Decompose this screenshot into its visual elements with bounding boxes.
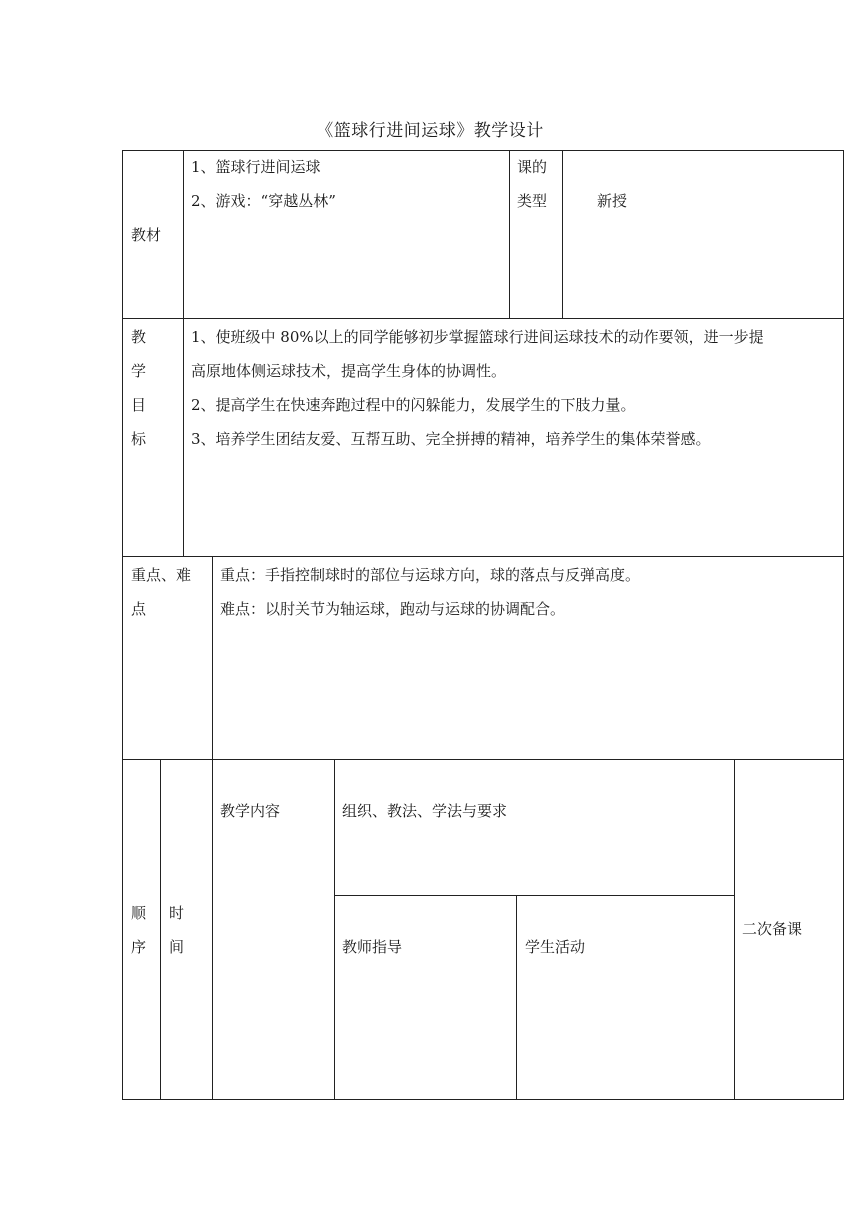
row-divider-objectives: [122, 556, 843, 557]
objectives-label-char-1: 教: [131, 328, 147, 346]
col-divider-teacher-student: [516, 895, 517, 1100]
key-point: 重点：手指控制球时的部位与运球方向，球的落点与反弹高度。: [220, 566, 641, 584]
order-header-char-1: 顺: [131, 904, 147, 922]
organization-header: 组织、教法、学法与要求: [342, 802, 508, 820]
difficulty-point: 难点：以肘关节为轴运球，跑动与运球的协调配合。: [220, 600, 566, 618]
objectives-label-char-2: 学: [131, 362, 147, 380]
col-divider-lesson-type-right: [562, 150, 563, 319]
col-divider-material-label: [183, 150, 184, 557]
col-divider-keypoints-label: [212, 556, 213, 1100]
keypoints-label-line1: 重点、难: [131, 566, 192, 584]
time-header-char-1: 时: [169, 904, 185, 922]
time-header: [169, 896, 189, 964]
teacher-guidance-header: 教师指导: [342, 938, 403, 956]
row-divider-organization: [334, 895, 734, 896]
order-header: [131, 896, 151, 964]
material-item-1: 1、篮球行进间运球: [191, 158, 321, 176]
document-title: 《篮球行进间运球》教学设计: [316, 121, 544, 141]
objective-line-1: 1、使班级中 80%以上的同学能够初步掌握篮球行进间运球技术的动作要领，进一步提: [191, 328, 764, 346]
objectives-label: [131, 320, 151, 456]
lesson-type-label: [517, 150, 547, 218]
objectives-content: [191, 320, 764, 456]
table-border-left: [122, 150, 123, 1100]
row-divider-material: [122, 318, 843, 319]
time-header-char-2: 间: [169, 938, 185, 956]
col-divider-content: [334, 759, 335, 1100]
table-border-right: [843, 150, 844, 1100]
material-label: 教材: [131, 226, 162, 244]
keypoints-content: [220, 558, 640, 626]
student-activity-header: 学生活动: [525, 938, 586, 956]
col-divider-second-prep: [734, 759, 735, 1100]
objective-line-4: 3、培养学生团结友爱、互帮互助、完全拼搏的精神，培养学生的集体荣誉感。: [191, 430, 711, 448]
lesson-type-label-line1: 课的: [517, 158, 548, 176]
objectives-label-char-3: 目: [131, 396, 147, 414]
col-divider-order: [160, 759, 161, 1100]
second-prep-header: 二次备课: [742, 920, 803, 938]
col-divider-lesson-type-left: [509, 150, 510, 319]
material-content: [191, 150, 336, 218]
lesson-type-value: 新授: [597, 192, 628, 210]
objective-line-2: 高原地体侧运球技术，提高学生身体的协调性。: [191, 362, 507, 380]
objectives-label-char-4: 标: [131, 430, 147, 448]
keypoints-label-line2: 点: [131, 600, 147, 618]
order-header-char-2: 序: [131, 938, 147, 956]
objective-line-3: 2、提高学生在快速奔跑过程中的闪躲能力，发展学生的下肢力量。: [191, 396, 636, 414]
lesson-type-label-line2: 类型: [517, 192, 548, 210]
material-item-2: 2、游戏：“穿越丛林”: [191, 192, 336, 210]
content-header: 教学内容: [220, 802, 281, 820]
keypoints-label: [131, 558, 191, 626]
